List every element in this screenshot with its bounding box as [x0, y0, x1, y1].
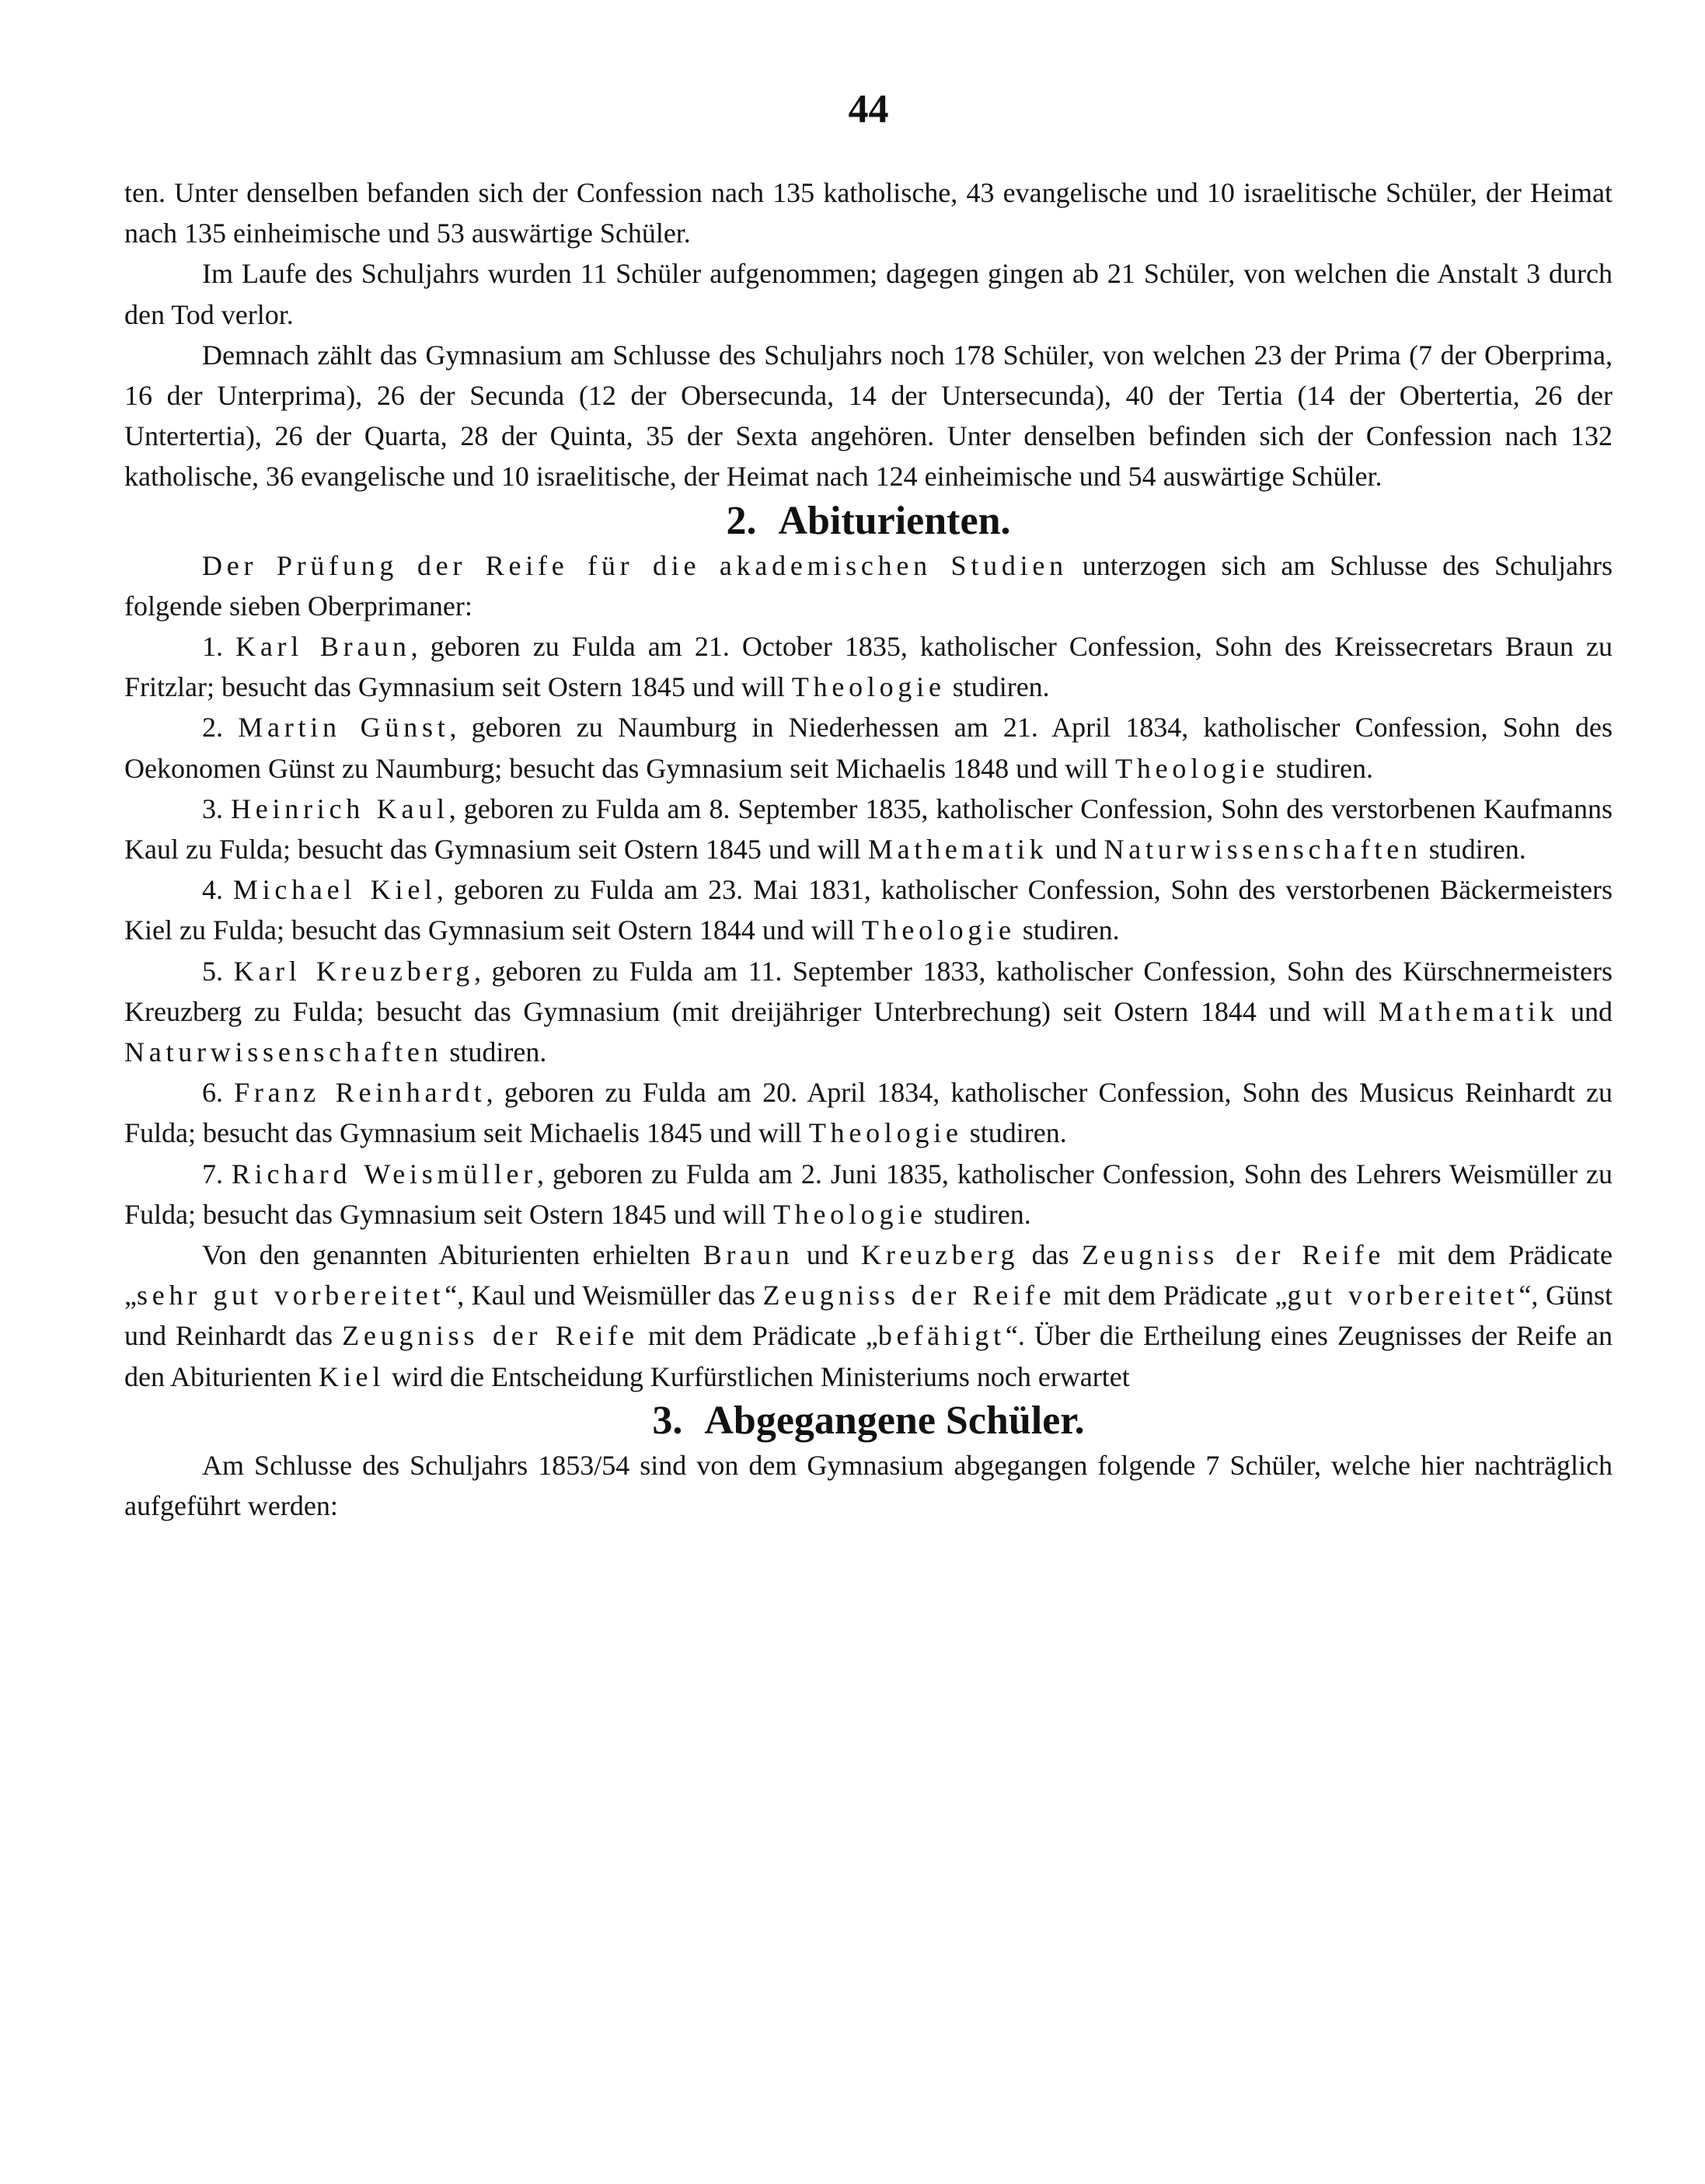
intro-paragraph-2: Im Laufe des Schuljahrs wurden 11 Schüler aufgenommen; dagegen gingen ab 21 Schüler, von welchen die Anstalt 3 durch den Tod verlor.: [124, 258, 1613, 330]
results-text: das: [1019, 1239, 1082, 1271]
abiturient-entry: [124, 1072, 1613, 1153]
entry-text: , geboren zu Fulda am 21. October 1835, katholischer Confession, Sohn des Kreissecretars Braun zu Fritzlar; besucht das Gymnasium seit Ostern 1845 und will: [124, 631, 1613, 703]
intro-paragraph-3: Demnach zählt das Gymnasium am Schlusse des Schuljahrs noch 178 Schüler, von welchen 23 der Prima (7 der Oberprima, 16 der Unterprima), 26 der Secunda (12 der Obersecunda, 14 der Untersecunda), 40 der Tertia (14 der Obertertia, 26 der Untertertia), 26 der Quarta, 28 der Quinta, 35 der Sexta angehören. Unter denselben befinden sich der Confession nach 132 katholische, 36 evangelische und 10 israelitische, der Heimat nach 124 einheimische und 54 auswärtige Schüler.: [124, 339, 1613, 493]
results-spaced: Zeugniss der Reife: [762, 1280, 1056, 1311]
entry-field: Theologie: [861, 914, 1016, 946]
entry-text-end: studiren.: [962, 1117, 1067, 1149]
entry-field: Theologie: [791, 671, 946, 703]
results-paragraph: [124, 1235, 1613, 1397]
entry-text-join: und: [1558, 995, 1613, 1027]
abiturient-entry: [124, 626, 1613, 707]
entry-field: Mathematik: [867, 834, 1048, 866]
abiturient-entry: [124, 1154, 1613, 1235]
section-3-paragraph: Am Schlusse des Schuljahrs 1853/54 sind von dem Gymnasium abgegangen folgende 7 Schüler, welche hier nachträglich aufgeführt werden:: [124, 1449, 1613, 1522]
section-3-number: 3.: [652, 1398, 683, 1443]
abiturient-entry: [124, 951, 1613, 1073]
entry-text: , geboren zu Fulda am 8. September 1835, katholischer Confession, Sohn des verstorbenen Kaufmanns Kaul zu Fulda; besucht das Gymnasium seit Ostern 1845 und will: [124, 792, 1613, 866]
entry-field-2: Naturwissenschaften: [1104, 834, 1422, 866]
results-spaced: gut vorbereitet: [1287, 1280, 1519, 1311]
section-2-intro-spaced: Der Prüfung der Reife für die akademischen Studien: [202, 549, 1068, 581]
entry-text-end: studiren.: [1015, 914, 1120, 946]
entry-name: Richard Weismüller: [231, 1158, 538, 1190]
entry-field: Theologie: [772, 1198, 927, 1230]
entry-text: , geboren zu Fulda am 20. April 1834, katholischer Confession, Sohn des Musicus Reinhardt zu Fulda; besucht das Gymnasium seit Michaelis 1845 und will: [124, 1077, 1613, 1149]
section-3-title: Abgegangene Schüler.: [704, 1398, 1085, 1443]
results-spaced: Zeugniss der Reife: [1081, 1239, 1386, 1271]
entry-number: 6.: [202, 1077, 223, 1109]
results-text: Von den genannten Abiturienten erhielten: [202, 1239, 703, 1271]
section-2-heading: [124, 497, 1613, 545]
section-2-number: 2.: [726, 498, 757, 543]
section-2-title: Abiturienten.: [778, 498, 1011, 543]
entry-number: 7.: [202, 1158, 223, 1190]
entry-text: , geboren zu Fulda am 11. September 1833, katholischer Confession, Sohn des Kürschnermeisters Kreuzberg zu Fulda; besucht das Gymnasium (mit dreijähriger Unterbrechung) seit Ostern 1844 und will: [124, 955, 1613, 1027]
entry-number: 5.: [202, 955, 223, 987]
entry-name: Karl Kreuzberg: [233, 955, 474, 987]
section-3-heading: [124, 1397, 1613, 1445]
results-text: und: [793, 1239, 862, 1271]
entry-name: Michael Kiel: [232, 874, 437, 906]
entry-text-end: studiren.: [442, 1036, 547, 1068]
results-spaced: Kreuzberg: [861, 1239, 1020, 1271]
entry-name: Karl Braun: [235, 631, 411, 663]
results-text: “. Über die Ertheilung eines Zeugnisses der Reife an den Abiturienten: [124, 1320, 1613, 1392]
entry-number: 3.: [202, 792, 223, 824]
entry-number: 2.: [202, 712, 223, 744]
entry-text-join: und: [1048, 834, 1104, 866]
entry-field: Mathematik: [1378, 995, 1559, 1027]
results-spaced: Braun: [703, 1239, 794, 1271]
entry-text-end: studiren.: [945, 671, 1050, 703]
entry-field: Theologie: [1115, 752, 1269, 784]
entry-number: 1.: [202, 631, 223, 663]
entry-name: Heinrich Kaul: [230, 792, 449, 824]
entry-text-end: studiren.: [1421, 834, 1526, 866]
entry-name: Martin Günst: [238, 712, 450, 744]
results-text: mit dem Prädicate „: [124, 1239, 1613, 1311]
results-text: wird die Entscheidung Kurfürstlichen Ministeriums noch erwartet: [384, 1360, 1130, 1392]
entry-field-2: Naturwissenschaften: [124, 1036, 443, 1068]
entry-text: , geboren zu Fulda am 2. Juni 1835, katholischer Confession, Sohn des Lehrers Weismüller zu Fulda; besucht das Gymnasium seit Ostern 1845 und will: [124, 1158, 1613, 1230]
results-spaced: Kiel: [318, 1360, 385, 1392]
results-text: “, Kaul und Weismüller das: [445, 1280, 763, 1311]
entry-text-end: studiren.: [1268, 752, 1373, 784]
section-2-intro-rest: unterzogen sich am Schlusse des Schuljahrs folgende sieben Oberprimaner:: [124, 549, 1613, 622]
entry-name: Franz Reinhardt: [234, 1077, 486, 1109]
abiturient-entry: [124, 707, 1613, 788]
results-spaced: sehr gut vorbereitet: [136, 1280, 445, 1311]
entry-text: , geboren zu Fulda am 23. Mai 1831, katholischer Confession, Sohn des verstorbenen Bäckermeisters Kiel zu Fulda; besucht das Gymnasium seit Ostern 1844 und will: [124, 874, 1613, 946]
entry-number: 4.: [202, 874, 223, 906]
document-page: [124, 78, 1613, 1526]
results-text: “, Günst und Reinhardt das: [124, 1280, 1613, 1352]
entry-text-end: studiren.: [926, 1198, 1031, 1230]
results-spaced: Zeugniss der Reife: [342, 1320, 639, 1352]
section-2-intro: [124, 545, 1613, 626]
results-spaced: befähigt: [877, 1320, 1006, 1352]
results-text: mit dem Prädicate „: [638, 1320, 878, 1352]
results-text: mit dem Prädicate „: [1055, 1280, 1288, 1311]
entry-field: Theologie: [808, 1117, 963, 1149]
abiturient-entry: [124, 789, 1613, 869]
page-number: 44: [848, 87, 889, 131]
intro-paragraph-1: ten. Unter denselben befanden sich der Confession nach 135 katholische, 43 evangelische und 10 israelitische Schüler, der Heimat nach 135 einheimische und 53 auswärtige Schüler.: [124, 177, 1613, 249]
entry-text: , geboren zu Naumburg in Niederhessen am 21. April 1834, katholischer Confession, Sohn des Oekonomen Günst zu Naumburg; besucht das Gymnasium seit Michaelis 1848 und will: [124, 712, 1613, 784]
abiturient-entry: [124, 869, 1613, 950]
